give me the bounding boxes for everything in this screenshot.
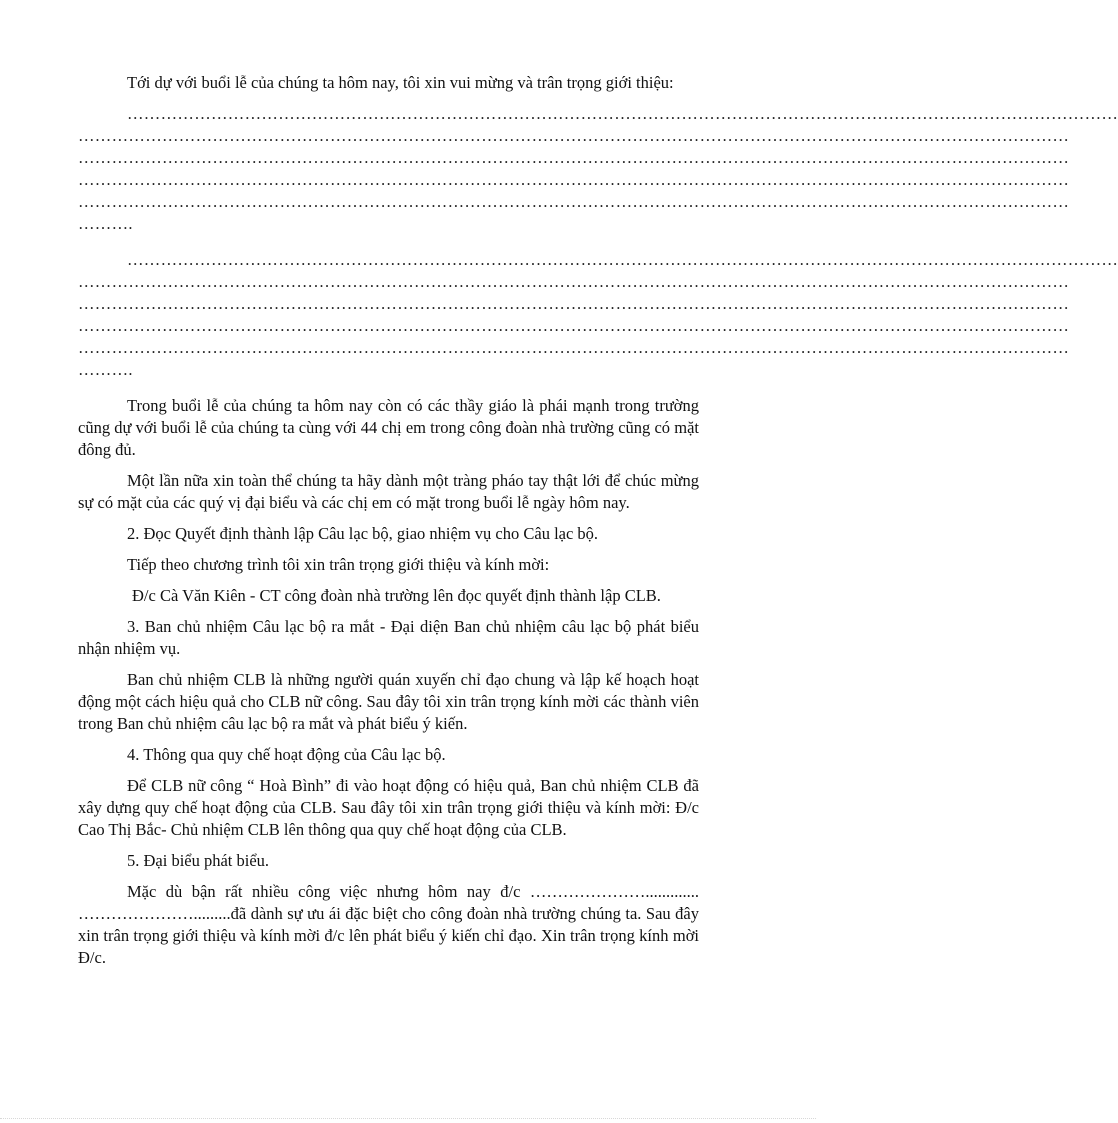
document-page	[78, 72, 1118, 978]
dotted-line: ……………………………………………………………………………………………………………………………………………………………	[127, 104, 1118, 123]
section-heading-5: 5. Đại biểu phát biểu.	[127, 851, 270, 870]
guest-list-placeholder-2	[78, 249, 1118, 381]
applause-paragraph: Một lần nữa xin toàn thể chúng ta hãy dành một tràng pháo tay thật lới để chúc mừng sự có mặt của các quý vị đại biểu và các chị em có mặt trong buổi lễ ngày hôm nay.	[78, 471, 699, 512]
intro-paragraph: Tới dự với buổi lễ của chúng ta hôm nay, tôi xin vui mừng và trân trọng giới thiệu:	[127, 73, 674, 92]
dotted-line: ……………………………………………………………………………………………………………………………………………………………	[78, 272, 1070, 291]
dotted-line-short: ……….	[78, 360, 133, 379]
section-heading-3: 3. Ban chủ nhiệm Câu lạc bộ ra mắt - Đại diện Ban chủ nhiệm câu lạc bộ phát biểu nhận nhiệm vụ.	[78, 617, 699, 658]
dotted-line-short: ……….	[78, 214, 133, 233]
speech-paragraph: Mặc dù bận rất nhiều công việc nhưng hôm nay đ/c …………………............. ………………….........đã dành sự ưu ái đặc biệt cho công đoàn nhà trường chúng ta. Sau đây xin trân trọng giới thiệu và kính mời đ/c lên phát biểu ý kiến chỉ đạo. Xin trân trọng kính mời Đ/c.	[78, 882, 699, 967]
guests-paragraph: Trong buổi lễ của chúng ta hôm nay còn có các thầy giáo là phái mạnh trong trường cũng dự với buổi lễ của chúng ta cùng với 44 chị em trong công đoàn nhà trường cũng có mặt đông đủ.	[78, 396, 699, 459]
dotted-line: ……………………………………………………………………………………………………………………………………………………………	[78, 316, 1070, 335]
guest-list-placeholder-1	[78, 103, 1118, 235]
dotted-line: ……………………………………………………………………………………………………………………………………………………………	[78, 338, 1070, 357]
rules-paragraph: Để CLB nữ công “ Hoà Bình” đi vào hoạt động có hiệu quả, Ban chủ nhiệm CLB đã xây dựng quy chế hoạt động của CLB. Sau đây tôi xin trân trọng giới thiệu và kính mời: Đ/c Cao Thị Bắc- Chủ nhiệm CLB lên thông qua quy chế hoạt động của CLB.	[78, 776, 699, 839]
page-bottom-divider	[0, 1118, 816, 1119]
section-heading-2: 2. Đọc Quyết định thành lập Câu lạc bộ, giao nhiệm vụ cho Câu lạc bộ.	[127, 524, 599, 543]
dotted-line: ……………………………………………………………………………………………………………………………………………………………	[78, 170, 1070, 189]
dotted-line: ……………………………………………………………………………………………………………………………………………………………	[78, 192, 1070, 211]
dotted-line: ……………………………………………………………………………………………………………………………………………………………	[78, 148, 1070, 167]
board-paragraph: Ban chủ nhiệm CLB là những người quán xuyến chỉ đạo chung và lập kế hoạch hoạt động một cách hiệu quả cho CLB nữ công. Sau đây tôi xin trân trọng kính mời các thành viên trong Ban chủ nhiệm câu lạc bộ ra mắt và phát biểu ý kiến.	[78, 670, 699, 733]
dotted-line: ……………………………………………………………………………………………………………………………………………………………	[78, 126, 1070, 145]
next-program-line: Tiếp theo chương trình tôi xin trân trọng giới thiệu và kính mời:	[127, 555, 550, 574]
dotted-line: ……………………………………………………………………………………………………………………………………………………………	[127, 250, 1118, 269]
section-heading-4: 4. Thông qua quy chế hoạt động của Câu lạc bộ.	[127, 745, 446, 764]
invite-paragraph: Đ/c Cà Văn Kiên - CT công đoàn nhà trường lên đọc quyết định thành lập CLB.	[132, 586, 661, 605]
dotted-line: ……………………………………………………………………………………………………………………………………………………………	[78, 294, 1070, 313]
